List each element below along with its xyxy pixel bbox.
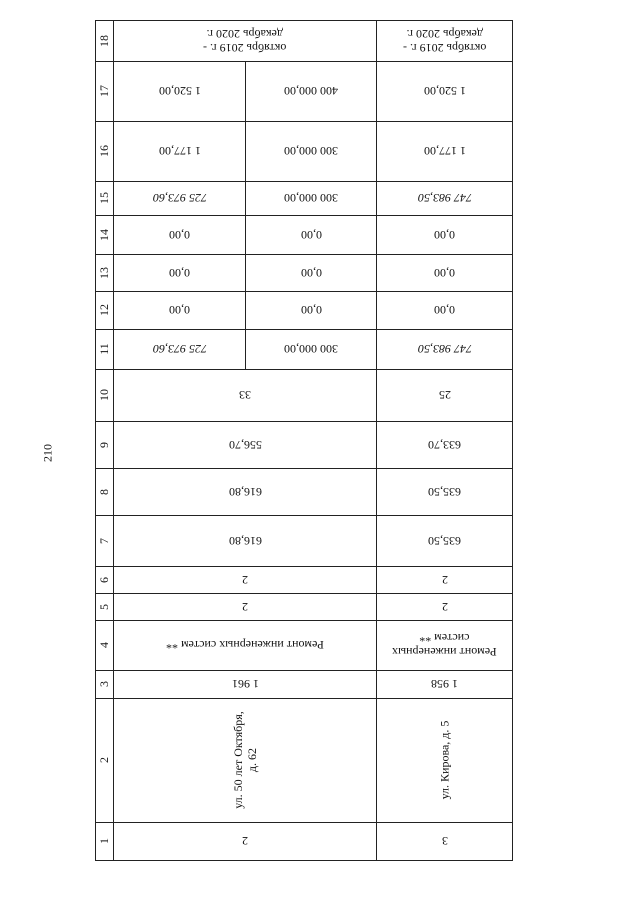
page-number-text: 210 (40, 444, 55, 462)
row2-c15: 747 983,50 (417, 191, 472, 205)
col-number-13: 13 (97, 266, 111, 279)
row1-c12b: 0,00 (300, 303, 322, 317)
row2-c13: 0,00 (434, 265, 455, 280)
row1-c11a: 725 973,60 (152, 342, 207, 356)
row1-c14b: 0,00 (300, 227, 322, 242)
row2-c12: 0,00 (434, 303, 455, 317)
col-number-2: 2 (97, 757, 111, 763)
row2-c10: 25 (438, 388, 451, 402)
row1-c15a: 725 973,60 (152, 191, 207, 205)
row1-c17a: 1 520,00 (158, 84, 201, 98)
row1-c16a: 1 177,00 (158, 144, 201, 158)
row1-c14a: 0,00 (169, 227, 190, 242)
row1-c8: 616,80 (228, 484, 262, 499)
row1-period: октябрь 2019 г. - декабрь 2020 г. (203, 26, 287, 55)
col-number-18: 18 (97, 34, 111, 47)
row2-c6: 2 (441, 572, 448, 587)
col-number-1: 1 (97, 838, 111, 844)
row1-c7: 616,80 (228, 533, 262, 548)
row1-c13a: 0,00 (169, 265, 190, 280)
row1-c15b: 300 000,00 (284, 191, 338, 205)
row1-c5: 2 (242, 599, 248, 614)
row2-c8: 635,50 (428, 484, 461, 499)
row2-c7: 635,50 (428, 533, 461, 548)
row1-c1: 2 (242, 834, 248, 848)
row1-c9: 556,70 (228, 437, 262, 452)
col-number-12: 12 (97, 304, 111, 316)
col-number-14: 14 (97, 228, 111, 241)
col-number-15: 15 (97, 192, 111, 204)
row2-c9: 633,70 (428, 437, 461, 452)
col-number-7: 7 (97, 537, 111, 544)
row2-period: октябрь 2019 г. - декабрь 2020 г. (402, 26, 487, 55)
row2-c5: 2 (441, 599, 448, 614)
col-number-3: 3 (97, 681, 111, 687)
row2-c14: 0,00 (434, 227, 455, 242)
row1-c16b: 300 000,00 (284, 144, 338, 158)
row1-c12a: 0,00 (169, 303, 190, 317)
col-number-6: 6 (97, 576, 111, 583)
col-number-17: 17 (97, 85, 111, 97)
col-number-16: 16 (97, 145, 111, 157)
row1-c13b: 0,00 (300, 265, 322, 280)
row1-c4: Ремонт инженерных систем ** (166, 638, 324, 652)
row1-c2: ул. 50 лет Октября, д. 62 (231, 711, 259, 809)
row2-c2: ул. Кирова, д. 5 (437, 720, 452, 800)
row2-c16: 1 177,00 (423, 144, 466, 158)
row1-c10: 33 (239, 388, 251, 402)
col-number-9: 9 (97, 441, 111, 448)
row2-c17: 1 520,00 (423, 84, 466, 98)
col-number-10: 10 (97, 389, 111, 401)
row2-c1: 3 (441, 834, 448, 848)
row1-c6: 2 (242, 572, 248, 587)
row1-c17b: 400 000,00 (284, 84, 338, 98)
row2-c4: Ремонт инженерных систем ** (392, 631, 497, 659)
col-number-5: 5 (97, 603, 111, 610)
table-border-bottom (95, 860, 513, 861)
row1-c3: 1 961 (231, 677, 259, 691)
row1-c11b: 300 000,00 (284, 342, 338, 356)
row2-c3: 1 958 (431, 677, 458, 691)
row2-c11: 747 983,50 (417, 342, 472, 356)
col-number-11: 11 (97, 343, 111, 355)
col-number-4: 4 (97, 642, 111, 648)
table-border-right (512, 20, 513, 861)
col-number-8: 8 (97, 488, 111, 495)
